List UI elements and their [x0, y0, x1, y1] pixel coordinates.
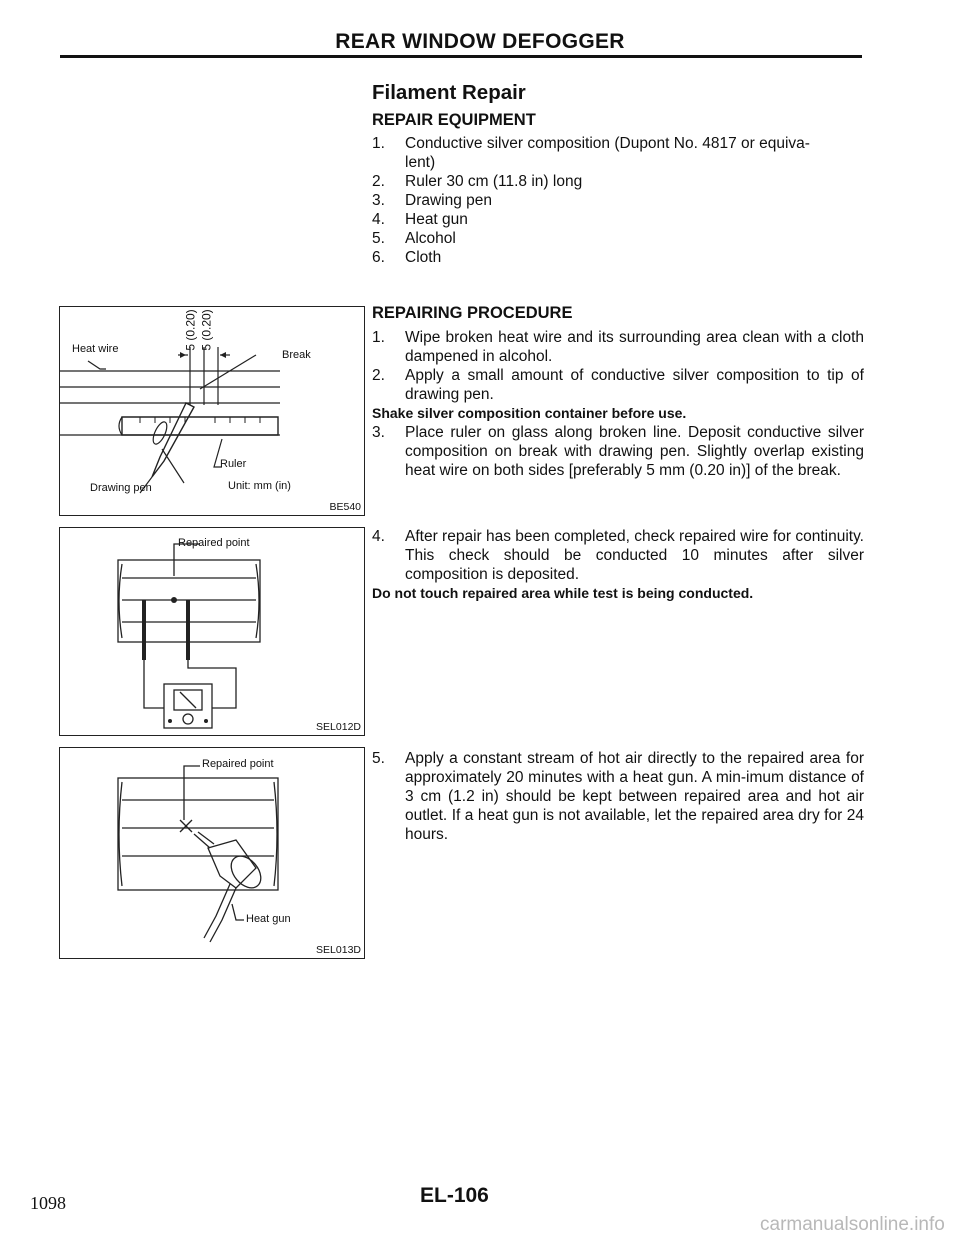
- item-text: Conductive silver composition (Dupont No. 4817 or equiva- lent): [405, 135, 810, 171]
- dimension-left-label: 5 (0.20): [183, 309, 198, 351]
- repaired-point-label: Repaired point: [202, 758, 274, 770]
- heat-gun-label: Heat gun: [246, 913, 291, 925]
- procedure-block-1: [372, 304, 864, 480]
- procedure-step: [372, 366, 864, 404]
- page-number-left: 1098: [30, 1193, 66, 1213]
- repaired-point-label: Repaired point: [178, 537, 250, 549]
- item-number: 1.: [372, 135, 385, 152]
- equipment-item: [372, 210, 864, 229]
- caution-note: Do not touch repaired area while test is being conducted.: [372, 585, 754, 601]
- figure-code: BE540: [329, 501, 361, 513]
- equipment-item: [372, 248, 864, 267]
- procedure-step: [372, 527, 864, 584]
- step-text: Apply a small amount of conductive silver composition to tip of drawing pen.: [405, 367, 864, 403]
- page-header-title: REAR WINDOW DEFOGGER: [335, 30, 625, 53]
- step-number: 1.: [372, 329, 385, 346]
- item-text: Cloth: [405, 249, 442, 266]
- figure-continuity-check: [59, 527, 365, 736]
- item-text: Drawing pen: [405, 192, 493, 209]
- item-text: Alcohol: [405, 230, 456, 247]
- unit-label: Unit: mm (in): [228, 480, 291, 492]
- section-title: Filament Repair: [372, 81, 526, 104]
- item-number: 6.: [372, 249, 385, 266]
- equipment-heading: REPAIR EQUIPMENT: [372, 111, 536, 129]
- watermark: carmanualsonline.info: [760, 1214, 945, 1235]
- step-number: 3.: [372, 424, 385, 441]
- page-number-center: EL-106: [420, 1184, 489, 1207]
- procedure-step: [372, 328, 864, 366]
- procedure-steps: [372, 328, 864, 404]
- item-text: Ruler 30 cm (11.8 in) long: [405, 173, 583, 190]
- step-number: 5.: [372, 750, 385, 767]
- dimension-right-label: 5 (0.20): [199, 309, 214, 351]
- procedure-steps: [372, 423, 864, 480]
- equipment-item: [372, 172, 864, 191]
- figure-heat-gun: [59, 747, 365, 959]
- step-text: Wipe broken heat wire and its surrounding area clean with a cloth dampened in alcohol.: [405, 329, 864, 365]
- break-label: Break: [282, 349, 311, 361]
- procedure-step: [372, 423, 864, 480]
- heat-wire-label: Heat wire: [72, 343, 119, 355]
- procedure-steps: [372, 749, 864, 844]
- item-number: 3.: [372, 192, 385, 209]
- equipment-list: [372, 134, 864, 267]
- drawing-pen-label: Drawing pen: [90, 482, 152, 494]
- item-number: 2.: [372, 173, 385, 190]
- procedure-step: [372, 749, 864, 844]
- step-text: Apply a constant stream of hot air directly to the repaired area for approximately 20 minutes with a heat gun. A min-imum distance of 3 cm (1.2 in) should be kept between repaired area and hot air outlet. If a heat gun is not available, let the repaired area dry for 24 hours.: [405, 750, 864, 843]
- continuity-check-diagram: [60, 528, 364, 735]
- filament-repair-section: [372, 83, 864, 267]
- equipment-item: [372, 229, 864, 248]
- figure-ruler-repair: [59, 306, 365, 516]
- step-number: 2.: [372, 367, 385, 384]
- step-text: After repair has been completed, check repaired wire for continuity. This check should be conducted 10 minutes after silver composition is deposited.: [405, 528, 864, 583]
- step-text: Place ruler on glass along broken line. Deposit conductive silver composition on break with drawing pen. Slightly overlap existing heat wire on both sides [preferably 5 mm (0.20 in)] of the break.: [405, 424, 864, 479]
- equipment-item: [372, 191, 864, 210]
- procedure-heading: REPAIRING PROCEDURE: [372, 304, 573, 322]
- equipment-item: [372, 134, 864, 172]
- caution-note: Shake silver composition container before use.: [372, 405, 687, 421]
- ruler-label: Ruler: [220, 458, 247, 470]
- item-number: 5.: [372, 230, 385, 247]
- step-number: 4.: [372, 528, 385, 545]
- header-rule: [60, 55, 862, 58]
- procedure-block-3: [372, 749, 864, 844]
- figure-code: SEL013D: [316, 944, 361, 956]
- heat-gun-diagram: [60, 748, 364, 958]
- item-number: 4.: [372, 211, 385, 228]
- procedure-steps: [372, 527, 864, 584]
- procedure-block-2: [372, 527, 864, 603]
- figure-code: SEL012D: [316, 721, 361, 733]
- item-text: Heat gun: [405, 211, 468, 228]
